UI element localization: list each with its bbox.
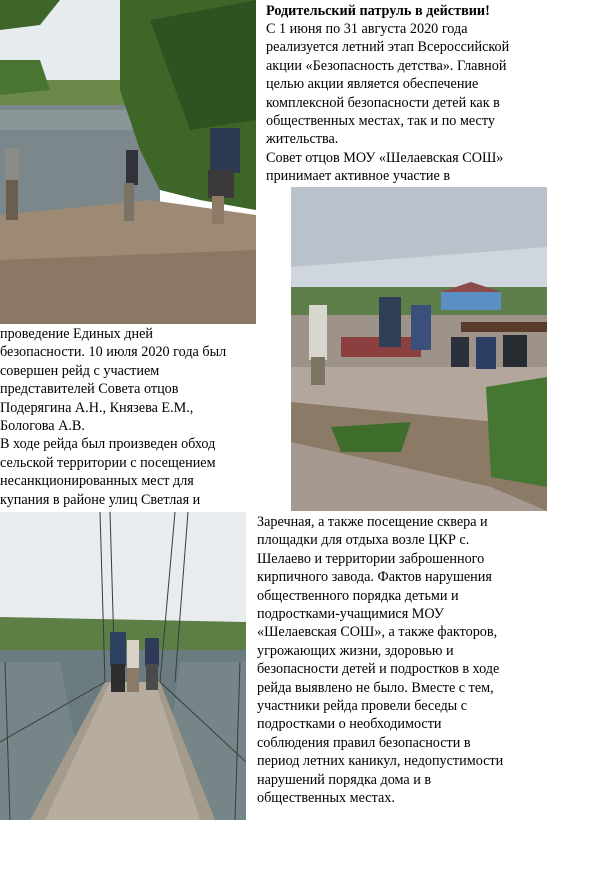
text-line: общественного порядка детьми и (257, 587, 459, 604)
text-line: сельской территории с посещением (0, 454, 216, 471)
text-line: рейда выявлено не было. Вместе с тем, (257, 679, 494, 696)
text-block-intro (266, 20, 596, 186)
text-line: несанкционированных мест для (0, 473, 194, 490)
text-line: акции «Безопасность детства». Главной (266, 57, 507, 74)
text-line: купания в районе улиц Светлая и (0, 491, 201, 508)
photo-river-bank (0, 0, 256, 324)
text-line: нарушений порядка дома и в (257, 771, 432, 788)
text-line: жительства. (266, 131, 339, 148)
text-line: безопасности. 10 июля 2020 года был (0, 344, 227, 361)
text-line: представителей Совета отцов (0, 381, 179, 398)
text-line: комплексной безопасности детей как в (266, 94, 500, 111)
text-line: Заречная, а также посещение сквера и (257, 514, 488, 530)
photo-suspension-bridge (0, 512, 246, 820)
text-line: Подерягина А.Н., Князева Е.М., (0, 399, 194, 416)
text-line: общественных местах, так и по месту (266, 113, 495, 130)
text-line: С 1 июня по 31 августа 2020 года (266, 21, 468, 37)
text-line: общественных местах. (257, 790, 395, 807)
article-title: Родительский патруль в действии! (266, 3, 490, 19)
text-line: участники рейда провели беседы с (257, 698, 468, 715)
text-line: подростками-учащимися МОУ (257, 606, 444, 623)
text-line: Бологова А.В. (0, 418, 85, 435)
text-line: Совет отцов МОУ «Шелаевская СОШ» (266, 149, 504, 166)
photo-square-bench (291, 187, 547, 511)
text-line: целью акции является обеспечение (266, 76, 479, 93)
text-line: «Шелаевская СОШ», а также факторов, (257, 624, 498, 641)
text-line: совершен рейд с участием (0, 362, 160, 379)
text-line: подростками о необходимости (257, 716, 442, 733)
text-line: безопасности детей и подростков в ходе (257, 661, 500, 678)
text-line: принимает активное участие в (266, 168, 451, 185)
text-line: Шелаево и территории заброшенного (257, 550, 485, 567)
text-line: В ходе рейда был произведен обход (0, 436, 216, 453)
text-line: реализуется летний этап Всероссийской (266, 39, 510, 56)
text-block-raid (0, 325, 288, 509)
text-line: угрожающих жизни, здоровью и (257, 642, 454, 659)
text-block-results (257, 513, 597, 808)
text-line: период летних каникул, недопустимости (257, 753, 504, 770)
text-line: проведение Единых дней (0, 326, 153, 342)
text-line: кирпичного завода. Фактов нарушения (257, 569, 492, 586)
text-line: соблюдения правил безопасности в (257, 734, 471, 751)
text-line: площадки для отдыха возле ЦКР с. (257, 532, 470, 549)
